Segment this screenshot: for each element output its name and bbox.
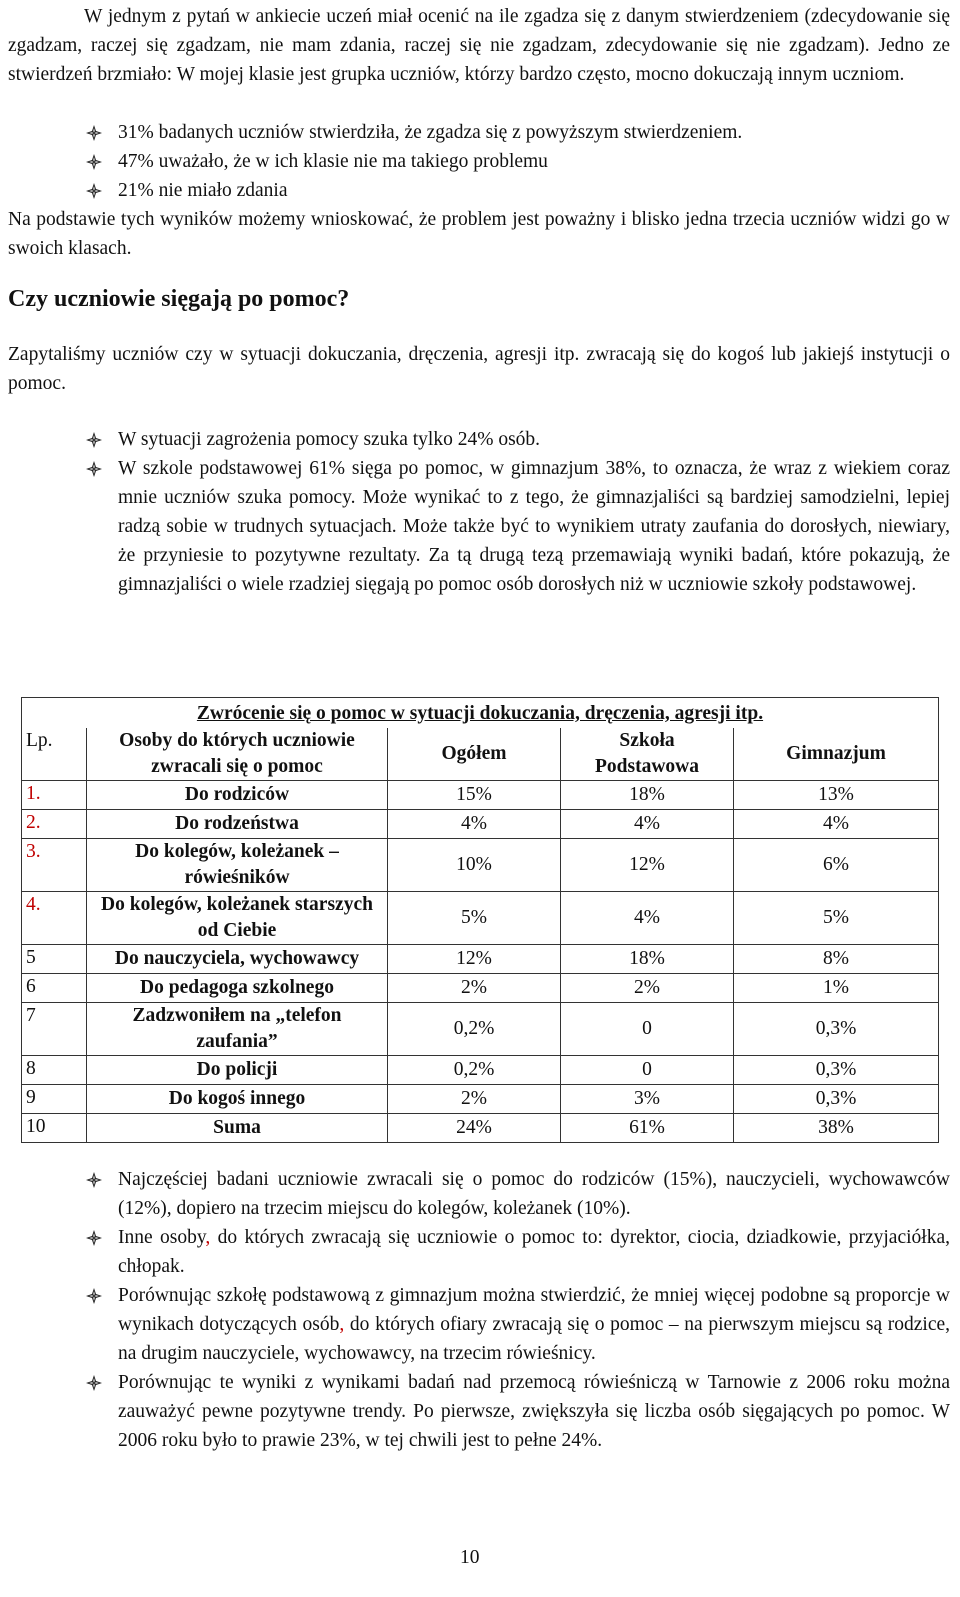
row-total: 4% bbox=[388, 810, 561, 839]
star-bullet-icon bbox=[84, 1223, 110, 1252]
bullet-text: Inne osoby bbox=[118, 1227, 206, 1248]
row-gym: 0,3% bbox=[734, 1003, 939, 1056]
table-row bbox=[22, 1056, 939, 1085]
list-item bbox=[84, 1165, 950, 1223]
table-caption: Zwrócenie się o pomoc w sytuacji dokuczania, dręczenia, agresji itp. bbox=[22, 698, 939, 729]
row-gym: 13% bbox=[734, 781, 939, 810]
bullet-text: Porównując te wyniki z wynikami badań nad przemocą rówieśniczą w Tarnowie z 2006 roku można zauważyć pewne pozytywne trendy. Po pierwsze, zwiększyła się liczba osób sięgających po pomoc. W 2006 roku było to prawie 23%, w tej chwili jest to pełne 24%. bbox=[118, 1372, 950, 1451]
star-bullet-icon bbox=[84, 118, 110, 147]
row-lp: 1. bbox=[26, 783, 41, 804]
row-gym: 8% bbox=[734, 945, 939, 974]
list-item bbox=[84, 425, 950, 454]
list-item bbox=[84, 1368, 950, 1455]
row-gym: 4% bbox=[734, 810, 939, 839]
table-header-row bbox=[22, 728, 939, 781]
row-gym: 6% bbox=[734, 839, 939, 892]
row-primary: 12% bbox=[561, 839, 734, 892]
row-primary: 2% bbox=[561, 974, 734, 1003]
table-row bbox=[22, 974, 939, 1003]
row-primary: 4% bbox=[561, 892, 734, 945]
bullet-text: W szkole podstawowej 61% sięga po pomoc, w gimnazjum 38%, to oznacza, że wraz z wiekiem coraz mnie uczniów szuka pomocy. Może wynikać to z tego, że gimnazjaliści są bardziej samodzielni, lepiej radzą sobie w trudnych sytuacjach. Może także być to wynikiem utraty zaufania do dorosłych, niewiary, że przyniesie to pozytywne rezultaty. Za tą drugą tezą przemawiają wyniki badań, które pokazują, że gimnazjaliści o wiele rzadziej sięgają po pomoc osób dorosłych niż w uczniowie szkoły podstawowej. bbox=[118, 458, 950, 595]
row-total: 0,2% bbox=[388, 1003, 561, 1056]
row-who: Do kolegów, koleżanek – rówieśników bbox=[87, 839, 388, 892]
row-who: Do pedagoga szkolnego bbox=[87, 974, 388, 1003]
table-row bbox=[22, 1085, 939, 1114]
bullet-list-summary bbox=[84, 1165, 950, 1455]
row-lp: 8 bbox=[22, 1056, 87, 1085]
row-primary: 0 bbox=[561, 1056, 734, 1085]
red-comma: , bbox=[339, 1314, 345, 1335]
row-who: Do kogoś innego bbox=[87, 1085, 388, 1114]
row-lp: 4. bbox=[26, 894, 41, 915]
bullet-text: W sytuacji zagrożenia pomocy szuka tylko 24% osób. bbox=[118, 429, 541, 450]
row-who: Do rodzeństwa bbox=[87, 810, 388, 839]
table-row bbox=[22, 1114, 939, 1143]
bullet-text: do których ofiary zwracają się o pomoc – na pierwszym miejscu są rodzice, na drugim nauczyciele, wychowawcy, na trzecim rówieśnicy. bbox=[118, 1314, 950, 1364]
page-number: 10 bbox=[460, 1547, 480, 1568]
table-row bbox=[22, 839, 939, 892]
list-item bbox=[84, 147, 950, 176]
star-bullet-icon bbox=[84, 425, 110, 454]
list-item bbox=[84, 176, 950, 205]
row-gym: 5% bbox=[734, 892, 939, 945]
row-who: Do policji bbox=[87, 1056, 388, 1085]
red-comma: , bbox=[205, 1227, 211, 1248]
row-lp: 9 bbox=[22, 1085, 87, 1114]
row-total: 15% bbox=[388, 781, 561, 810]
bullet-list-survey bbox=[84, 118, 950, 205]
bullet-list-help bbox=[84, 425, 950, 599]
bullet-text: 47% uważało, że w ich klasie nie ma takiego problemu bbox=[118, 151, 548, 172]
row-gym: 0,3% bbox=[734, 1056, 939, 1085]
bullet-text: Porównując szkołę podstawową z gimnazjum można stwierdzić, że mniej więcej podobne są proporcje w wynikach dotyczących osób bbox=[118, 1285, 950, 1335]
conclusion-paragraph: Na podstawie tych wyników możemy wnioskować, że problem jest poważny i blisko jedna trzecia uczniów widzi go w swoich klasach. bbox=[8, 209, 950, 259]
row-who: Do rodziców bbox=[87, 781, 388, 810]
bullet-text: do których zwracają się uczniowie o pomoc to: dyrektor, ciocia, dziadkowie, przyjaciółka, chłopak. bbox=[118, 1227, 950, 1277]
table-row bbox=[22, 781, 939, 810]
list-item bbox=[84, 454, 950, 599]
row-gym: 0,3% bbox=[734, 1085, 939, 1114]
table-row bbox=[22, 1003, 939, 1056]
bullet-text: 31% badanych uczniów stwierdziła, że zgadza się z powyższym stwierdzeniem. bbox=[118, 122, 743, 143]
row-who: Zadzwoniłem na „telefon zaufania” bbox=[87, 1003, 388, 1056]
row-total: 10% bbox=[388, 839, 561, 892]
row-primary: 18% bbox=[561, 945, 734, 974]
row-primary: 4% bbox=[561, 810, 734, 839]
row-total: 5% bbox=[388, 892, 561, 945]
row-lp: 3. bbox=[26, 841, 41, 862]
bullet-text: 21% nie miało zdania bbox=[118, 180, 288, 201]
row-total: 12% bbox=[388, 945, 561, 974]
header-who: Osoby do których uczniowie zwracali się o pomoc bbox=[87, 728, 388, 781]
row-who: Do nauczyciela, wychowawcy bbox=[87, 945, 388, 974]
question-paragraph: Zapytaliśmy uczniów czy w sytuacji dokuczania, dręczenia, agresji itp. zwracają się do kogoś lub jakiejś instytucji o pomoc. bbox=[8, 344, 950, 394]
star-bullet-icon bbox=[84, 147, 110, 176]
row-total: 2% bbox=[388, 974, 561, 1003]
row-who: Suma bbox=[87, 1114, 388, 1143]
star-bullet-icon bbox=[84, 1368, 110, 1397]
star-bullet-icon bbox=[84, 1165, 110, 1194]
header-total: Ogółem bbox=[388, 728, 561, 781]
row-primary: 61% bbox=[561, 1114, 734, 1143]
list-item bbox=[84, 1281, 950, 1368]
row-total: 2% bbox=[388, 1085, 561, 1114]
help-table bbox=[21, 697, 939, 1143]
row-lp: 5 bbox=[22, 945, 87, 974]
intro-paragraph: W jednym z pytań w ankiecie uczeń miał ocenić na ile zgadza się z danym stwierdzeniem (zdecydowanie się zgadzam, raczej się zgadzam, nie mam zdania, raczej się nie zgadzam, zdecydowanie się nie zgadzam). Jedno ze stwierdzeń brzmiało: W mojej klasie jest grupka uczniów, którzy bardzo często, mocno dokuczają innym uczniom. bbox=[8, 6, 950, 85]
table-row bbox=[22, 945, 939, 974]
bullet-text: Najczęściej badani uczniowie zwracali się o pomoc do rodziców (15%), nauczycieli, wychowawców (12%), dopiero na trzecim miejscu do kolegów, koleżanek (10%). bbox=[118, 1169, 950, 1219]
row-lp: 6 bbox=[22, 974, 87, 1003]
row-lp: 2. bbox=[26, 812, 41, 833]
table-row bbox=[22, 892, 939, 945]
row-gym: 38% bbox=[734, 1114, 939, 1143]
list-item bbox=[84, 1223, 950, 1281]
row-total: 0,2% bbox=[388, 1056, 561, 1085]
row-primary: 3% bbox=[561, 1085, 734, 1114]
row-primary: 18% bbox=[561, 781, 734, 810]
row-lp: 10 bbox=[22, 1114, 87, 1143]
row-primary: 0 bbox=[561, 1003, 734, 1056]
star-bullet-icon bbox=[84, 176, 110, 205]
header-primary: Szkoła Podstawowa bbox=[561, 728, 734, 781]
row-gym: 1% bbox=[734, 974, 939, 1003]
row-lp: 7 bbox=[22, 1003, 87, 1056]
section-heading: Czy uczniowie sięgają po pomoc? bbox=[8, 286, 350, 312]
row-who: Do kolegów, koleżanek starszych od Ciebie bbox=[87, 892, 388, 945]
star-bullet-icon bbox=[84, 454, 110, 483]
star-bullet-icon bbox=[84, 1281, 110, 1310]
header-gym: Gimnazjum bbox=[734, 728, 939, 781]
table-row bbox=[22, 810, 939, 839]
list-item bbox=[84, 118, 950, 147]
row-total: 24% bbox=[388, 1114, 561, 1143]
header-lp: Lp. bbox=[22, 728, 87, 781]
